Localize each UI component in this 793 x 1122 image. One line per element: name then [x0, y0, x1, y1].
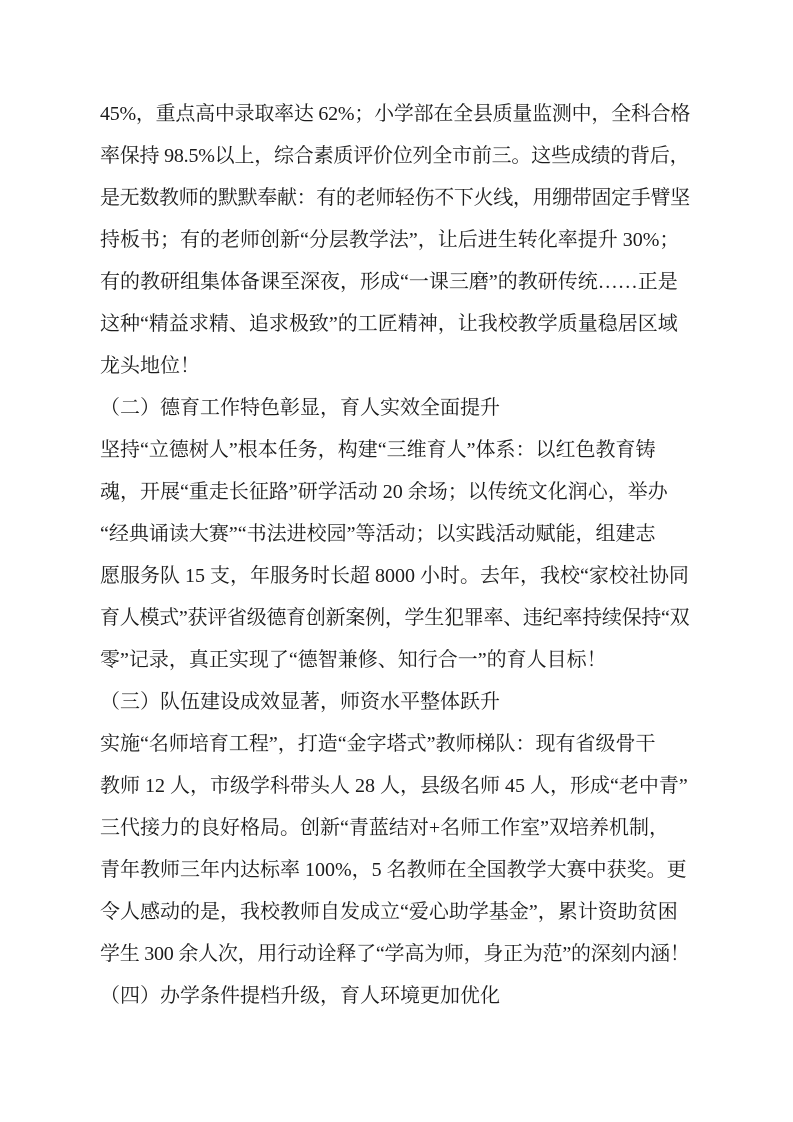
text-line: 教师 12 人，市级学科带头人 28 人，县级名师 45 人，形成“老中青”	[100, 775, 688, 797]
text-line: 持板书；有的老师创新“分层教学法”，让后进生转化率提升 30%；	[100, 229, 680, 251]
text-line: 45%，重点高中录取率达 62%；小学部在全县质量监测中，全科合格	[100, 103, 691, 125]
text-line: 有的教研组集体备课至深夜，形成“一课三磨”的教研传统……正是	[100, 271, 678, 293]
text-line: 零”记录，真正实现了“德智兼修、知行合一”的育人目标！	[100, 649, 607, 671]
text-line: 坚持“立德树人”根本任务，构建“三维育人”体系：以红色教育铸	[100, 439, 656, 461]
text-line: 魂，开展“重走长征路”研学活动 20 余场；以传统文化润心，举办	[100, 481, 668, 503]
text-line: 龙头地位！	[100, 355, 200, 377]
section-heading: （二）德育工作特色彰显，育人实效全面提升	[100, 397, 500, 419]
text-line: 育人模式”获评省级德育创新案例，学生犯罪率、违纪率持续保持“双	[100, 607, 690, 629]
text-line: 学生 300 余人次，用行动诠释了“学高为师，身正为范”的深刻内涵！	[100, 943, 690, 965]
text-line: 这种“精益求精、追求极致”的工匠精神，让我校教学质量稳居区域	[100, 313, 678, 335]
section-heading: （三）队伍建设成效显著，师资水平整体跃升	[100, 691, 500, 713]
text-line: 令人感动的是，我校教师自发成立“爱心助学基金”，累计资助贫困	[100, 901, 678, 923]
text-line: 实施“名师培育工程”，打造“金字塔式”教师梯队：现有省级骨干	[100, 733, 656, 755]
text-line: 率保持 98.5%以上，综合素质评价位列全市前三。这些成绩的背后，	[100, 145, 690, 167]
text-line: 青年教师三年内达标率 100%，5 名教师在全国教学大赛中获奖。更	[100, 859, 687, 881]
text-line: 是无数教师的默默奉献：有的老师轻伤不下火线，用绷带固定手臂坚	[100, 187, 690, 209]
text-line: “经典诵读大赛”“书法进校园”等活动；以实践活动赋能，组建志	[100, 523, 656, 545]
text-line: 愿服务队 15 支，年服务时长超 8000 小时。去年，我校“家校社协同	[100, 565, 689, 587]
text-block	[100, 93, 690, 1017]
text-line: 三代接力的良好格局。创新“青蓝结对+名师工作室”双培养机制，	[100, 817, 670, 839]
section-heading: （四）办学条件提档升级，育人环境更加优化	[100, 985, 500, 1007]
